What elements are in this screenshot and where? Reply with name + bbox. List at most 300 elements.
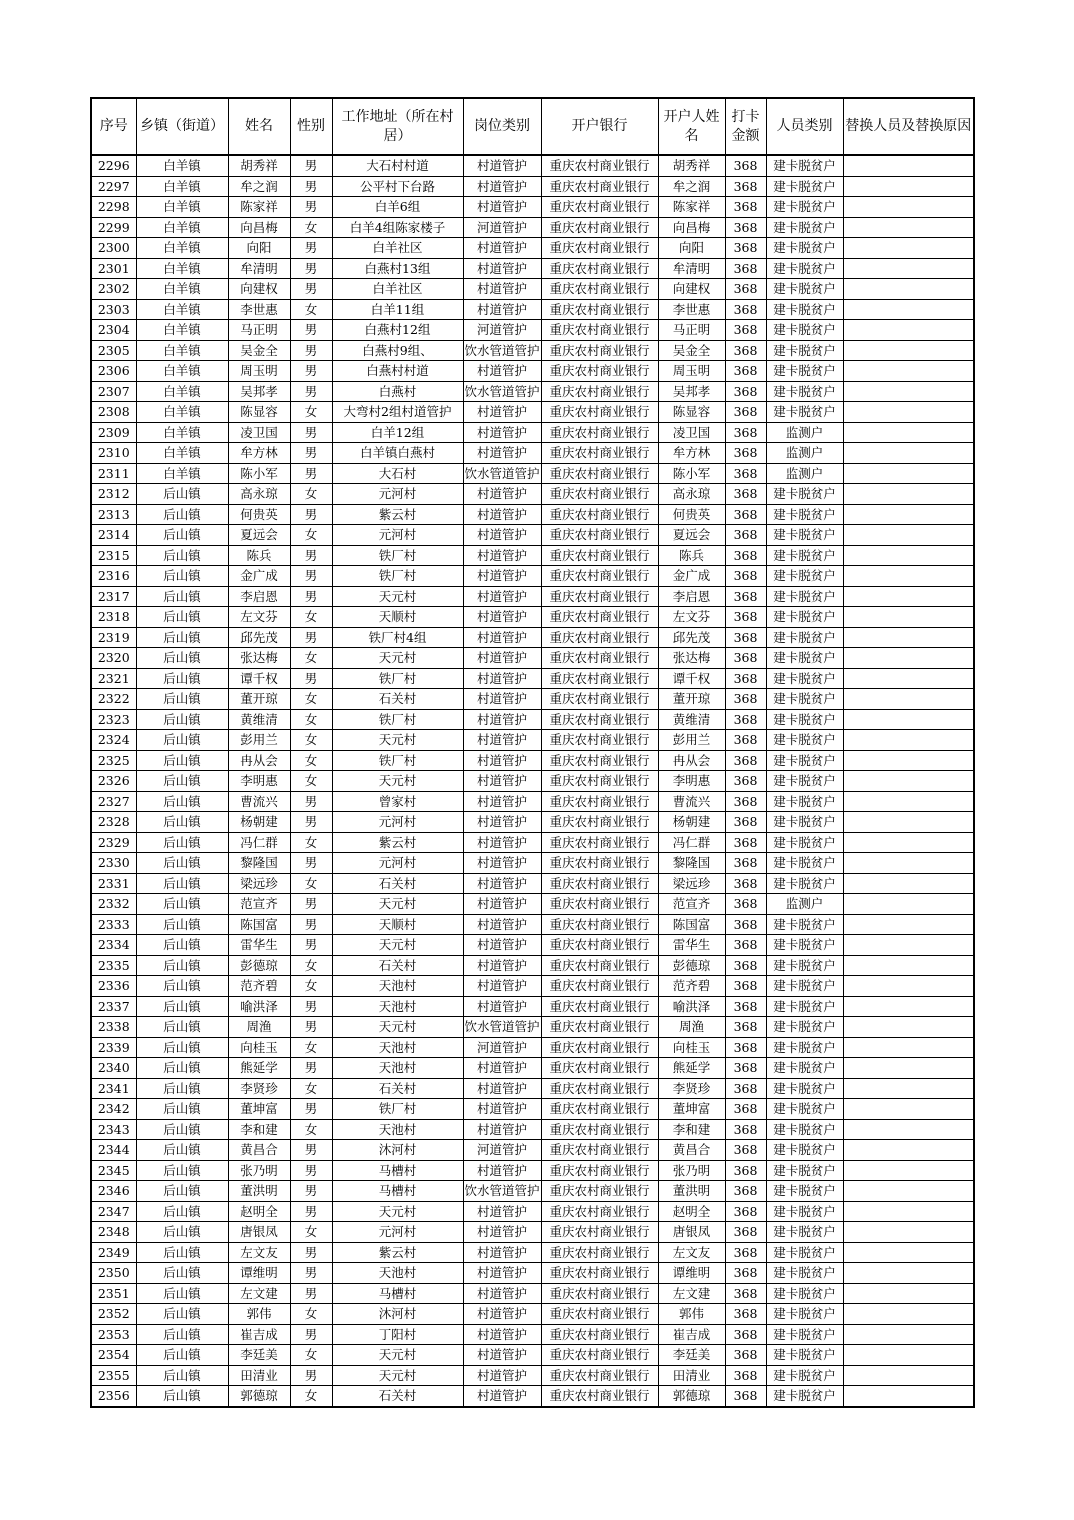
cell-bank: 重庆农村商业银行 [541,1242,658,1263]
table-row [91,1263,974,1284]
cell-index: 2315 [91,545,136,566]
cell-bank: 重庆农村商业银行 [541,1263,658,1284]
table-row [91,976,974,997]
cell-post-type: 村道管护 [463,238,541,259]
cell-work-address: 沐河村 [332,1304,463,1325]
cell-work-address: 铁厂村 [332,1099,463,1120]
header-person-category: 人员类别 [766,98,843,155]
cell-work-address: 元河村 [332,484,463,505]
cell-bank: 重庆农村商业银行 [541,1140,658,1161]
cell-bank: 重庆农村商业银行 [541,217,658,238]
table-row [91,771,974,792]
cell-person-category: 建卡脱贫户 [766,1160,843,1181]
cell-bank: 重庆农村商业银行 [541,279,658,300]
cell-replacement [843,771,974,792]
cell-post-type: 村道管护 [463,1119,541,1140]
cell-index: 2351 [91,1283,136,1304]
cell-name: 雷华生 [228,935,290,956]
cell-gender: 男 [290,197,332,218]
cell-amount: 368 [725,1037,766,1058]
cell-replacement [843,155,974,176]
cell-post-type: 村道管护 [463,279,541,300]
cell-replacement [843,791,974,812]
table-row [91,484,974,505]
table-row [91,935,974,956]
cell-bank: 重庆农村商业银行 [541,955,658,976]
table-row [91,566,974,587]
cell-name: 李贤珍 [228,1078,290,1099]
cell-bank: 重庆农村商业银行 [541,197,658,218]
cell-work-address: 铁厂村 [332,750,463,771]
cell-replacement [843,1201,974,1222]
cell-town: 后山镇 [136,689,228,710]
cell-town: 白羊镇 [136,422,228,443]
cell-town: 白羊镇 [136,238,228,259]
cell-bank: 重庆农村商业银行 [541,422,658,443]
cell-town: 后山镇 [136,668,228,689]
cell-amount: 368 [725,381,766,402]
cell-name: 牟清明 [228,258,290,279]
table-row [91,1058,974,1079]
header-work-address: 工作地址（所在村居） [332,98,463,155]
cell-index: 2325 [91,750,136,771]
cell-gender: 男 [290,504,332,525]
cell-name: 曹流兴 [228,791,290,812]
cell-name: 冯仁群 [228,832,290,853]
cell-post-type: 村道管护 [463,361,541,382]
cell-replacement [843,976,974,997]
cell-replacement [843,258,974,279]
cell-post-type: 村道管护 [463,730,541,751]
cell-replacement [843,1345,974,1366]
cell-gender: 女 [290,1037,332,1058]
cell-replacement [843,627,974,648]
cell-account-holder: 李启恩 [658,586,725,607]
table-row [91,545,974,566]
cell-amount: 368 [725,1119,766,1140]
cell-amount: 368 [725,1324,766,1345]
cell-post-type: 村道管护 [463,1263,541,1284]
cell-person-category: 建卡脱贫户 [766,320,843,341]
cell-amount: 368 [725,1242,766,1263]
cell-index: 2342 [91,1099,136,1120]
table-row [91,709,974,730]
cell-replacement [843,832,974,853]
cell-gender: 女 [290,484,332,505]
cell-name: 梁远珍 [228,873,290,894]
cell-gender: 男 [290,1263,332,1284]
cell-town: 后山镇 [136,935,228,956]
cell-index: 2330 [91,853,136,874]
cell-post-type: 村道管护 [463,504,541,525]
cell-town: 白羊镇 [136,320,228,341]
cell-work-address: 天元村 [332,894,463,915]
cell-person-category: 建卡脱贫户 [766,176,843,197]
cell-person-category: 建卡脱贫户 [766,812,843,833]
table-row [91,361,974,382]
cell-bank: 重庆农村商业银行 [541,1222,658,1243]
cell-post-type: 村道管护 [463,1160,541,1181]
cell-post-type: 村道管护 [463,1345,541,1366]
cell-gender: 男 [290,586,332,607]
cell-bank: 重庆农村商业银行 [541,1078,658,1099]
cell-account-holder: 董坤富 [658,1099,725,1120]
cell-replacement [843,1160,974,1181]
cell-replacement [843,1099,974,1120]
cell-person-category: 建卡脱贫户 [766,914,843,935]
cell-gender: 男 [290,1140,332,1161]
cell-town: 白羊镇 [136,258,228,279]
header-account-holder: 开户人姓名 [658,98,725,155]
cell-work-address: 元河村 [332,812,463,833]
table-row [91,1037,974,1058]
cell-name: 凌卫国 [228,422,290,443]
cell-work-address: 白燕村村道 [332,361,463,382]
cell-post-type: 村道管护 [463,1099,541,1120]
cell-name: 李世惠 [228,299,290,320]
cell-town: 后山镇 [136,750,228,771]
cell-town: 后山镇 [136,607,228,628]
cell-gender: 男 [290,791,332,812]
cell-town: 白羊镇 [136,340,228,361]
cell-replacement [843,1242,974,1263]
cell-name: 左文芬 [228,607,290,628]
cell-account-holder: 雷华生 [658,935,725,956]
cell-town: 后山镇 [136,1222,228,1243]
cell-bank: 重庆农村商业银行 [541,709,658,730]
table-row [91,873,974,894]
cell-bank: 重庆农村商业银行 [541,1181,658,1202]
cell-name: 黄维清 [228,709,290,730]
cell-name: 夏远会 [228,525,290,546]
cell-amount: 368 [725,443,766,464]
cell-bank: 重庆农村商业银行 [541,402,658,423]
cell-index: 2303 [91,299,136,320]
cell-amount: 368 [725,279,766,300]
cell-replacement [843,955,974,976]
table-row [91,914,974,935]
cell-amount: 368 [725,996,766,1017]
table-row [91,299,974,320]
cell-name: 李廷美 [228,1345,290,1366]
cell-gender: 男 [290,996,332,1017]
cell-work-address: 天元村 [332,1345,463,1366]
table-header [91,98,974,155]
cell-bank: 重庆农村商业银行 [541,320,658,341]
cell-town: 后山镇 [136,894,228,915]
cell-town: 后山镇 [136,1283,228,1304]
cell-bank: 重庆农村商业银行 [541,1099,658,1120]
cell-bank: 重庆农村商业银行 [541,976,658,997]
cell-amount: 368 [725,730,766,751]
cell-account-holder: 左文芬 [658,607,725,628]
cell-work-address: 天顺村 [332,607,463,628]
cell-bank: 重庆农村商业银行 [541,648,658,669]
cell-person-category: 建卡脱贫户 [766,1058,843,1079]
cell-bank: 重庆农村商业银行 [541,238,658,259]
cell-amount: 368 [725,258,766,279]
cell-bank: 重庆农村商业银行 [541,586,658,607]
cell-post-type: 村道管护 [463,689,541,710]
cell-person-category: 监测户 [766,894,843,915]
cell-name: 李和建 [228,1119,290,1140]
cell-name: 马正明 [228,320,290,341]
cell-town: 白羊镇 [136,443,228,464]
cell-amount: 368 [725,894,766,915]
cell-replacement [843,873,974,894]
table-row [91,402,974,423]
cell-post-type: 村道管护 [463,791,541,812]
cell-replacement [843,1140,974,1161]
cell-name: 何贵英 [228,504,290,525]
table-row [91,668,974,689]
cell-account-holder: 左文建 [658,1283,725,1304]
cell-post-type: 村道管护 [463,955,541,976]
cell-person-category: 建卡脱贫户 [766,566,843,587]
cell-index: 2312 [91,484,136,505]
cell-post-type: 村道管护 [463,422,541,443]
cell-index: 2355 [91,1365,136,1386]
cell-index: 2301 [91,258,136,279]
cell-post-type: 村道管护 [463,1058,541,1079]
cell-gender: 男 [290,176,332,197]
table-row [91,750,974,771]
cell-work-address: 马槽村 [332,1160,463,1181]
cell-account-holder: 周玉明 [658,361,725,382]
cell-account-holder: 冯仁群 [658,832,725,853]
cell-replacement [843,996,974,1017]
cell-gender: 男 [290,935,332,956]
cell-amount: 368 [725,402,766,423]
table-row [91,422,974,443]
cell-replacement [843,607,974,628]
cell-gender: 男 [290,340,332,361]
cell-person-category: 建卡脱贫户 [766,340,843,361]
cell-name: 黄昌合 [228,1140,290,1161]
cell-index: 2316 [91,566,136,587]
cell-replacement [843,1365,974,1386]
cell-post-type: 村道管护 [463,299,541,320]
cell-post-type: 村道管护 [463,525,541,546]
cell-bank: 重庆农村商业银行 [541,155,658,176]
cell-person-category: 建卡脱贫户 [766,750,843,771]
cell-town: 后山镇 [136,545,228,566]
table-row [91,1160,974,1181]
cell-name: 崔吉成 [228,1324,290,1345]
cell-index: 2338 [91,1017,136,1038]
cell-account-holder: 李和建 [658,1119,725,1140]
cell-town: 后山镇 [136,1365,228,1386]
cell-work-address: 天池村 [332,1037,463,1058]
cell-bank: 重庆农村商业银行 [541,750,658,771]
cell-gender: 女 [290,607,332,628]
cell-account-holder: 牟清明 [658,258,725,279]
cell-replacement [843,1263,974,1284]
cell-name: 赵明全 [228,1201,290,1222]
cell-work-address: 天池村 [332,1263,463,1284]
table-row [91,1181,974,1202]
cell-person-category: 建卡脱贫户 [766,238,843,259]
cell-replacement [843,1058,974,1079]
cell-name: 胡秀祥 [228,155,290,176]
cell-index: 2347 [91,1201,136,1222]
cell-index: 2306 [91,361,136,382]
cell-index: 2341 [91,1078,136,1099]
cell-amount: 368 [725,1304,766,1325]
cell-person-category: 建卡脱贫户 [766,1201,843,1222]
cell-index: 2339 [91,1037,136,1058]
cell-account-holder: 吴邦孝 [658,381,725,402]
cell-gender: 男 [290,320,332,341]
cell-person-category: 建卡脱贫户 [766,1017,843,1038]
cell-amount: 368 [725,197,766,218]
cell-gender: 男 [290,1283,332,1304]
cell-index: 2318 [91,607,136,628]
cell-post-type: 村道管护 [463,976,541,997]
cell-person-category: 建卡脱贫户 [766,1140,843,1161]
cell-gender: 男 [290,1160,332,1181]
cell-work-address: 曾家村 [332,791,463,812]
cell-replacement [843,340,974,361]
table-row [91,791,974,812]
table-row [91,627,974,648]
cell-person-category: 建卡脱贫户 [766,832,843,853]
header-gender: 性别 [290,98,332,155]
cell-amount: 368 [725,1140,766,1161]
cell-amount: 368 [725,812,766,833]
cell-name: 喻洪泽 [228,996,290,1017]
cell-work-address: 石关村 [332,1386,463,1407]
cell-person-category: 建卡脱贫户 [766,279,843,300]
cell-gender: 男 [290,463,332,484]
cell-work-address: 石关村 [332,873,463,894]
cell-town: 后山镇 [136,1099,228,1120]
cell-bank: 重庆农村商业银行 [541,176,658,197]
cell-person-category: 建卡脱贫户 [766,1099,843,1120]
cell-person-category: 建卡脱贫户 [766,1037,843,1058]
cell-account-holder: 向昌梅 [658,217,725,238]
cell-person-category: 建卡脱贫户 [766,217,843,238]
cell-town: 后山镇 [136,627,228,648]
cell-gender: 女 [290,299,332,320]
cell-work-address: 天元村 [332,648,463,669]
cell-account-holder: 胡秀祥 [658,155,725,176]
cell-gender: 男 [290,853,332,874]
cell-gender: 男 [290,279,332,300]
cell-account-holder: 李明惠 [658,771,725,792]
cell-town: 后山镇 [136,955,228,976]
cell-amount: 368 [725,1365,766,1386]
cell-index: 2343 [91,1119,136,1140]
cell-town: 后山镇 [136,1304,228,1325]
cell-work-address: 天池村 [332,1119,463,1140]
cell-account-holder: 陈兵 [658,545,725,566]
cell-work-address: 天元村 [332,730,463,751]
cell-post-type: 村道管护 [463,627,541,648]
cell-post-type: 村道管护 [463,402,541,423]
cell-gender: 男 [290,258,332,279]
cell-town: 后山镇 [136,1181,228,1202]
table-row [91,1283,974,1304]
cell-post-type: 村道管护 [463,668,541,689]
cell-name: 唐银凤 [228,1222,290,1243]
cell-name: 左文建 [228,1283,290,1304]
cell-post-type: 村道管护 [463,566,541,587]
table-row [91,1201,974,1222]
cell-work-address: 白燕村 [332,381,463,402]
cell-replacement [843,504,974,525]
cell-person-category: 建卡脱贫户 [766,1345,843,1366]
cell-name: 范宣齐 [228,894,290,915]
cell-index: 2334 [91,935,136,956]
cell-index: 2297 [91,176,136,197]
cell-account-holder: 马正明 [658,320,725,341]
cell-town: 后山镇 [136,1017,228,1038]
cell-person-category: 建卡脱贫户 [766,545,843,566]
cell-amount: 368 [725,1222,766,1243]
cell-account-holder: 谭维明 [658,1263,725,1284]
cell-town: 后山镇 [136,996,228,1017]
cell-amount: 368 [725,976,766,997]
cell-account-holder: 熊延学 [658,1058,725,1079]
cell-bank: 重庆农村商业银行 [541,771,658,792]
cell-town: 后山镇 [136,1140,228,1161]
cell-gender: 女 [290,832,332,853]
cell-work-address: 白燕村9组、 [332,340,463,361]
cell-amount: 368 [725,217,766,238]
cell-post-type: 饮水管道管护 [463,1017,541,1038]
cell-work-address: 大石村村道 [332,155,463,176]
cell-name: 李启恩 [228,586,290,607]
cell-replacement [843,381,974,402]
cell-post-type: 村道管护 [463,1201,541,1222]
cell-bank: 重庆农村商业银行 [541,853,658,874]
cell-index: 2299 [91,217,136,238]
cell-post-type: 村道管护 [463,771,541,792]
cell-amount: 368 [725,791,766,812]
cell-replacement [843,566,974,587]
cell-work-address: 沐河村 [332,1140,463,1161]
cell-person-category: 建卡脱贫户 [766,1078,843,1099]
cell-gender: 男 [290,155,332,176]
cell-index: 2337 [91,996,136,1017]
cell-person-category: 建卡脱贫户 [766,258,843,279]
table-row [91,1140,974,1161]
cell-person-category: 建卡脱贫户 [766,791,843,812]
cell-replacement [843,463,974,484]
cell-gender: 男 [290,1201,332,1222]
cell-post-type: 村道管护 [463,586,541,607]
cell-post-type: 饮水管道管护 [463,381,541,402]
table-row [91,1304,974,1325]
cell-person-category: 建卡脱贫户 [766,299,843,320]
cell-amount: 368 [725,155,766,176]
cell-person-category: 建卡脱贫户 [766,976,843,997]
cell-index: 2354 [91,1345,136,1366]
table-row [91,1242,974,1263]
cell-replacement [843,238,974,259]
cell-post-type: 村道管护 [463,853,541,874]
cell-index: 2352 [91,1304,136,1325]
cell-bank: 重庆农村商业银行 [541,1037,658,1058]
cell-name: 范齐碧 [228,976,290,997]
table-row [91,1017,974,1038]
cell-index: 2310 [91,443,136,464]
cell-town: 后山镇 [136,1119,228,1140]
cell-town: 后山镇 [136,791,228,812]
cell-account-holder: 董洪明 [658,1181,725,1202]
cell-index: 2336 [91,976,136,997]
